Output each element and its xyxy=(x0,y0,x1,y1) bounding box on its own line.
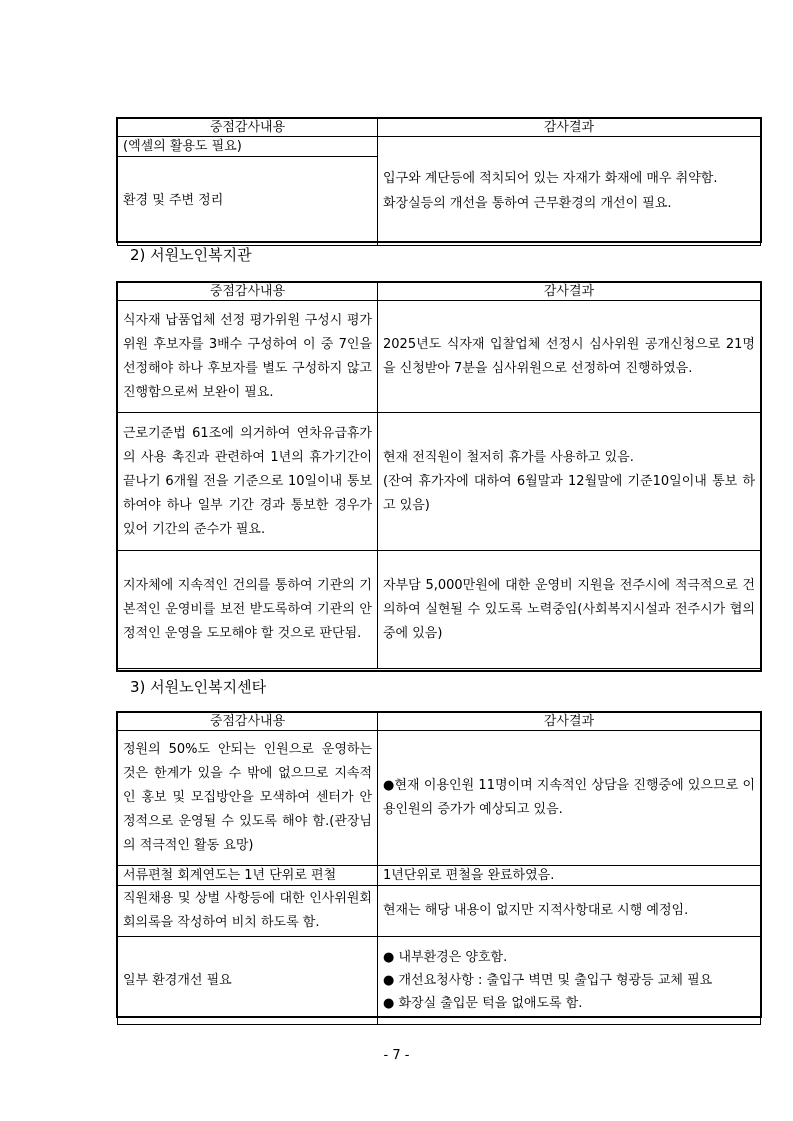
audit-content-cell: (엑셀의 활용도 필요) xyxy=(118,137,378,157)
section-title-2: 2) 서원노인복지관 xyxy=(130,246,252,264)
audit-content-cell: 지자체에 지속적인 건의를 통하여 기관의 기본적인 운영비를 보전 받도록하여 기관의 안정적인 운영을 도모해야 할 것으로 판단됨. xyxy=(118,551,378,669)
bullet-item: ● 내부환경은 양호함. xyxy=(383,950,508,965)
header-audit-result: 감사결과 xyxy=(378,283,761,301)
page-number: - 7 - xyxy=(383,1048,410,1063)
audit-result-cell: ●현재 이용인원 11명이며 지속적인 상담을 진행중에 있으므로 이용인원의 증가가 예상되고 있음. xyxy=(378,731,761,866)
audit-result-cell: 자부담 5,000만원에 대한 운영비 지원을 전주시에 적극적으로 건의하여 실현될 수 있도록 노력중임(사회복지시설과 전주시가 협의중에 있음) xyxy=(378,551,761,669)
audit-result-cell xyxy=(378,937,761,1025)
audit-content-cell: 환경 및 주변 정리 xyxy=(118,157,378,246)
header-audit-content: 중점감사내용 xyxy=(118,119,378,137)
section-title-3: 3) 서원노인복지센타 xyxy=(130,678,267,696)
table-row xyxy=(118,551,761,669)
audit-result-text: 입구와 계단등에 적치되어 있는 자재가 화재에 매우 취약함. 화장실등의 개선을 통하여 근무환경의 개선이 필요. xyxy=(383,171,718,211)
table-row xyxy=(118,301,761,413)
header-audit-result: 감사결과 xyxy=(378,119,761,137)
header-audit-content: 중점감사내용 xyxy=(118,283,378,301)
audit-result-cell: 현재 전직원이 철저히 휴가를 사용하고 있음. (잔여 휴가자에 대하여 6월말과 12월말에 기준10일이내 통보 하고 있음) xyxy=(378,413,761,551)
table-row xyxy=(118,937,761,1025)
audit-table-1 xyxy=(117,118,761,246)
audit-result-cell: 현재는 해당 내용이 없지만 지적사항대로 시행 예정임. xyxy=(378,886,761,937)
audit-result-cell: 2025년도 식자재 입찰업체 선정시 심사위원 공개신청으로 21명을 신청받아 7분을 심사위원으로 선정하여 진행하였음. xyxy=(378,301,761,413)
header-audit-content: 중점감사내용 xyxy=(118,713,378,731)
bullet-item: ● 화장실 출입문 턱을 없애도록 함. xyxy=(383,996,583,1011)
table-row xyxy=(118,137,761,157)
table-row xyxy=(118,866,761,886)
audit-result-cell xyxy=(378,137,761,246)
audit-content-cell: 서류편철 회계연도는 1년 단위로 편철 xyxy=(118,866,378,886)
table-row xyxy=(118,886,761,937)
audit-table-2 xyxy=(117,282,761,669)
table-row xyxy=(118,731,761,866)
audit-content-cell: 근로기준법 61조에 의거하여 연차유급휴가의 사용 촉진과 관련하여 1년의 휴가기간이 끝나기 6개월 전을 기준으로 10일이내 통보하여야 하나 일부 기간 경과 통보한 경우가 있어 기간의 준수가 필요. xyxy=(118,413,378,551)
audit-content-cell: 직원채용 및 상벌 사항등에 대한 인사위원회 회의록을 작성하여 비치 하도록 함. xyxy=(118,886,378,937)
bullet-item: ● 개선요청사항 : 출입구 벽면 및 출입구 형광등 교체 필요 xyxy=(383,973,713,988)
audit-table-3 xyxy=(117,712,761,1025)
table-header-row xyxy=(118,713,761,731)
audit-content-cell: 일부 환경개선 필요 xyxy=(118,937,378,1025)
audit-result-cell: 1년단위로 편철을 완료하였음. xyxy=(378,866,761,886)
audit-content-cell: 정원의 50%도 안되는 인원으로 운영하는 것은 한계가 있을 수 밖에 없으므로 지속적인 홍보 및 모집방안을 모색하여 센터가 안정적으로 운영될 수 있도록 해야 함.(관장님의 적극적인 활동 요망) xyxy=(118,731,378,866)
table-row xyxy=(118,413,761,551)
table-header-row xyxy=(118,119,761,137)
header-audit-result: 감사결과 xyxy=(378,713,761,731)
audit-content-cell: 식자재 납품업체 선정 평가위원 구성시 평가위원 후보자를 3배수 구성하여 이 중 7인을 선정해야 하나 후보자를 별도 구성하지 않고 진행함으로써 보완이 필요. xyxy=(118,301,378,413)
table-header-row xyxy=(118,283,761,301)
